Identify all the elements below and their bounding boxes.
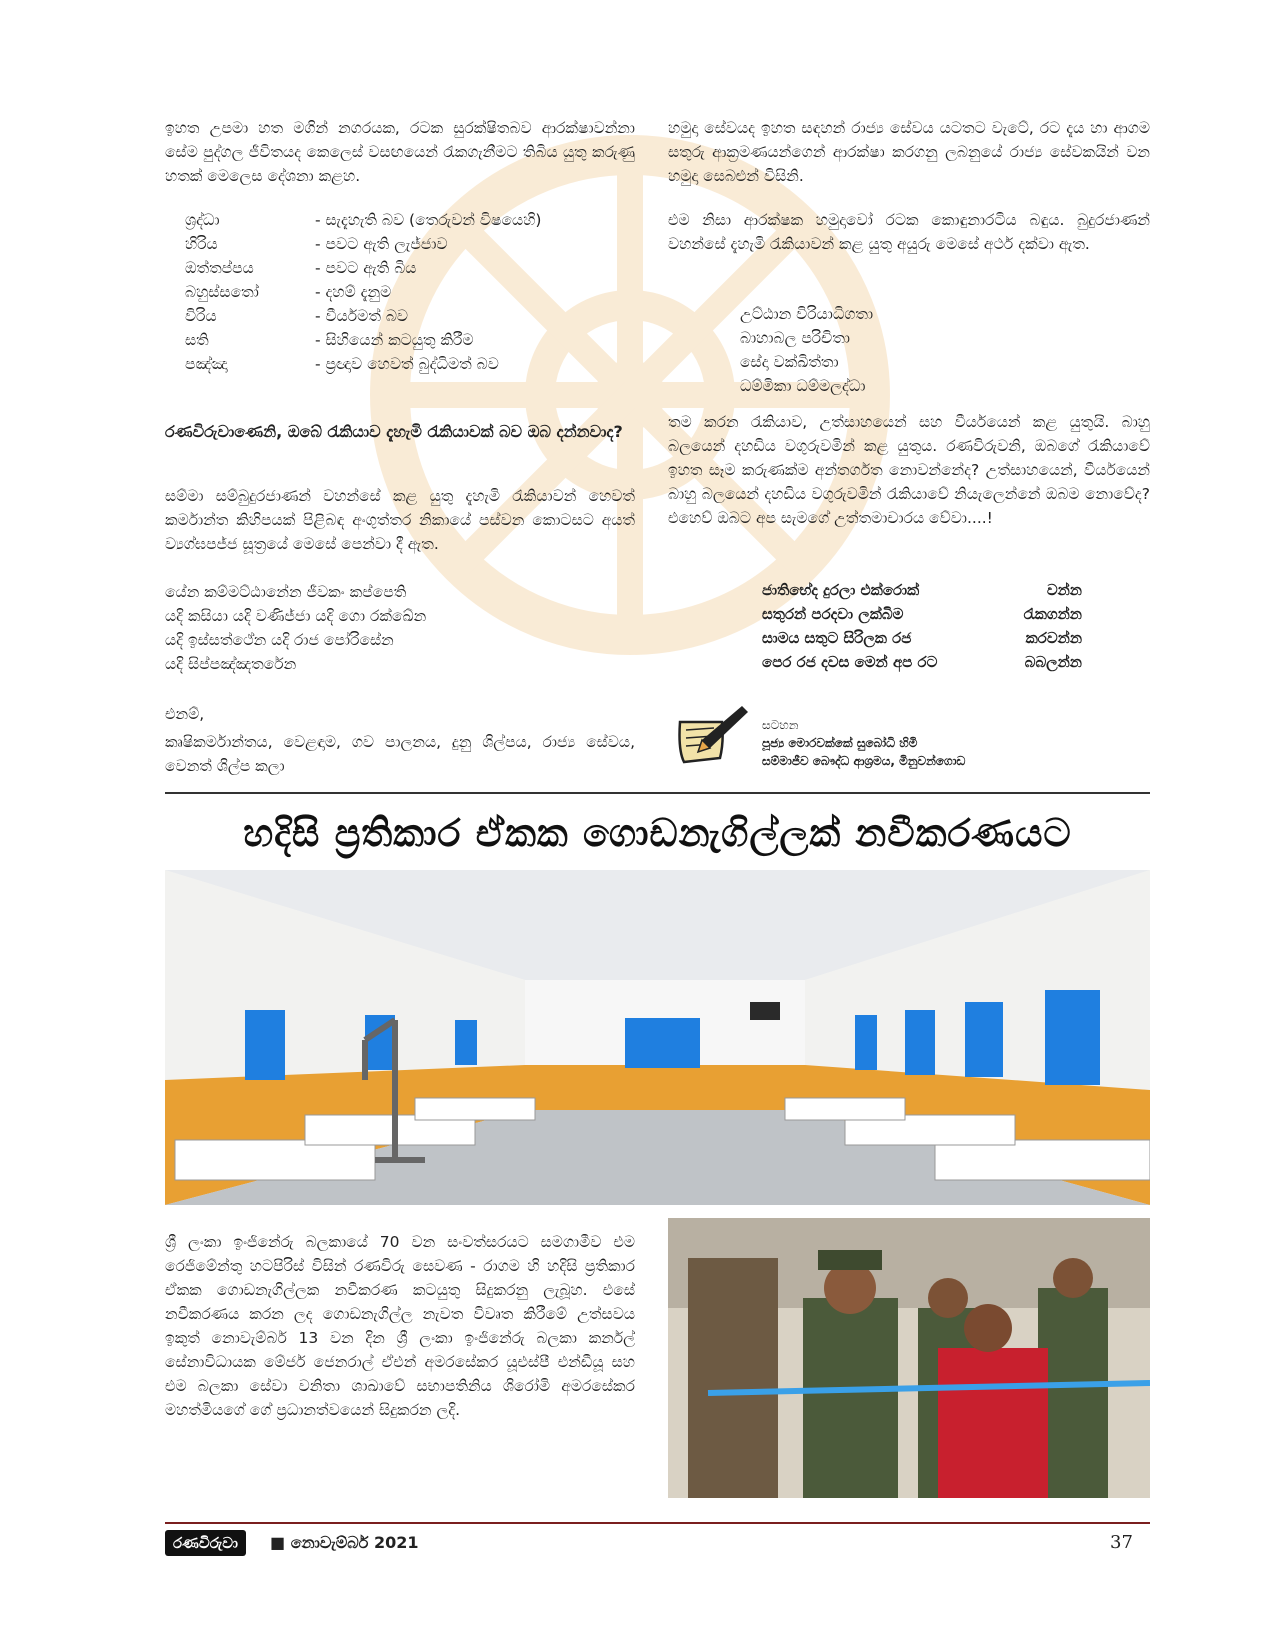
list-item [185,256,635,280]
author-note [762,716,965,770]
list-item [185,208,635,232]
poem-line-start: ජාතිභේද දුරලා එක්රොක් [762,581,920,599]
enam-label: එනම්, [165,705,205,723]
virtue-meaning: - පවට ඇති බිය [315,259,417,277]
pali-verse [165,580,635,676]
virtue-term: විරිය [185,307,217,325]
ribbon-cutting-photo [668,1218,1150,1498]
list-item [185,280,635,304]
virtue-meaning: - සිහියෙන් කටයුතු කිරීම [315,331,474,349]
poem-line [762,578,1082,602]
section-divider [165,792,1150,794]
list-item [185,352,635,376]
poem-stanza [762,578,1082,674]
list-item [185,328,635,352]
note-affiliation: සම්මාජීව බෞද්ධ ආශ්‍රමය, මිනුවන්ගොඩ [762,754,966,768]
virtue-meaning: - සැදැහැති බව (තෙරුවන් විෂයෙහි) [315,211,542,229]
virtue-term: හිරිය [185,235,218,253]
verse-line: යදි සිප්පඤ්ඤතරේන [165,655,297,673]
pen-paper-icon [672,700,752,770]
verse-line: ධම්මිකා ධම්මලද්ධා [740,377,866,395]
verse-line: සේදා වක්ඛිත්තා [740,353,839,371]
list-item [185,232,635,256]
article-body: ශ්‍රී ලංකා ඉංජිනේරු බලකායේ 70 වන සංවත්සරයට සමගාමීව එම රෙජිමේන්තු හටපිරිස් විසින් රණවිරු සෙවණ - රාගම හි හදිසි ප්‍රතිකාර ඒකක ගොඩනැගිල්ලක නවීකරණ කටයුතු සිදුකරනු ලැබූහ. එසේ නවීකරණය කරන ලද ගොඩනැගිල්ල නැවත විවෘත කිරීමේ උත්සවය ඉකුත් නොවැම්බර් 13 වන දින ශ්‍රී ලංකා ඉංජිනේරු බලකා කර්නල් සේනාවිධායක මේජර් ජෙනරාල් ඒඑන් අමරසේකර යූඑස්පී එන්ඩීයූ සහ එම බලකා සේවා වනිතා ශාඛාවේ සභාපතිනිය ශිරෝමි අමරසේකර මහත්මියගේ ගේ ප්‍රධානත්වයෙන් සිදුකරන ලදි. [165,1233,635,1419]
defence-paragraph: එම නිසා ආරක්ෂක හමුදාවෝ රටක කොඳුනාරටිය බඳුය. බුදුරජාණන් වහන්සේ දැහැමි රැකියාවන් කළ යුතු අයුරු මෙසේ අර්ථ දක්වා ඇත. [668,211,1150,253]
footer-rule [165,1522,1150,1524]
virtue-term: ඔත්තප්පය [185,259,254,277]
verse-line: යදි ඉස්සත්ථේන යදි රාජ පෝරිසේන [165,631,394,649]
note-label: සටහන [762,718,799,732]
virtue-meaning: - වීර්යමත් බව [315,307,409,325]
verse-line: යදි කසියා යදි වණිජ්ජා යදි ගො රක්ඛේන [165,607,427,625]
list-item [185,304,635,328]
verse-line: උට්ඨාන විරියාධිගතා [740,305,874,323]
magazine-logo: රණවිරුවා [165,1530,246,1556]
poem-line-end: වන්න [1046,581,1082,599]
hospital-ward-photo [165,870,1150,1205]
virtue-meaning: - දහම් දැනුම [315,283,392,301]
verse-line: යේන කම්මට්ඨානේන ජීවකං කප්පෙති [165,583,407,601]
virtue-term: සති [185,331,209,349]
virtue-term: බහුස්සතෝ [185,283,259,301]
article-headline: හදිසි ප්‍රතිකාර ඒකක ගොඩනැගිල්ලක් නවීකරණයට [243,811,1072,855]
virtue-term: පඤ්ඤා [185,355,228,373]
poem-line [762,626,1082,650]
poem-line [762,650,1082,674]
poem-line [762,602,1082,626]
salute-paragraph: තම කරන රැකියාව, උත්සාහයෙන් සහ වීර්යයෙන් කළ යුතුයි. බාහු බලයෙන් දහඩිය වගුරුවමින් කළ යුතුය. රණවිරුවනි, ඔබගේ රැකියාවේ ඉහත සෑම කරුණක්ම අන්තර්ගත නොවන්නේද? උත්සාහයෙන්, වීර්යයෙන් බාහු බලයෙන් දහඩිය වගුරුවමින් රැකියාවේ නියැලෙන්නේ ඔබම නොවේද? එහෙව් ඔබට අප සැමගේ උත්තමාචාරය වේවා....! [668,413,1150,527]
army-service-paragraph: හමුදා සේවයද ඉහත සඳහන් රාජ්‍ය සේවය යටතට වැටේ, රට දැය හා ආගම සතුරු ආක්‍රමණයන්ගෙන් ආරක්ෂා කරගනු ලබනුයේ රාජ්‍ය සේවකයින් වන හමුදා සෙබළුන් විසිනි. [668,119,1150,185]
issue-date: ■ නොවැම්බර් 2021 [270,1533,419,1552]
virtue-meaning: - ප්‍රඥාව හෙවත් බුද්ධිමත් බව [315,355,499,373]
virtues-list [185,208,635,376]
poem-line-end: කරවන්න [1025,629,1082,647]
poem-line-end: රැකගන්න [1023,605,1082,623]
poem-line-start: පෙර රජ දවස මෙන් අප රට [762,653,938,671]
page-number: 37 [1110,1532,1133,1553]
occupations-paragraph: කෘෂිකර්මාන්තය, වෙළඳාම, ගව පාලනය, දුනු ශිල්පය, රාජ්‍ය සේවය, වෙනත් ශිල්ප කලා [165,733,635,775]
sutra-paragraph: සම්මා සම්බුදුරජාණන් වහන්සේ කළ යුතු දැහැමි රැකියාවන් හෙවත් කර්මාන්ත කිහිපයක් පිළිබඳ අංගුත්තර නිකායේ පස්වන කොටසට අයත් ව්‍යග්ඝපජ්ජ සූත්‍රයේ මෙසේ පෙන්වා දී ඇත. [165,487,635,553]
section-subheading: රණවිරුවාණෙනි, ඔබේ රැකියාව දැහැමි රැකියාවක් බව ඔබ දන්නවාද? [165,422,623,441]
intro-paragraph: ඉහත උපමා හත මගින් නගරයක, රටක සුරක්ෂිතබව ආරක්ෂාවන්නා සේම පුද්ගල ජීවිතයද කෙලෙස් වසඟයෙන් රැකගැනීමට තිබිය යුතු කරුණු හතක් මෙලෙස දේශනා කළහ. [165,119,635,185]
pali-verse-right [740,302,873,398]
poem-line-end: බබලන්න [1024,653,1082,671]
note-author: පූජ්‍ය මොරවක්කේ සුබෝධි හිමි [762,736,918,750]
virtue-meaning: - පවට ඇති ලැජ්ජාව [315,235,448,253]
poem-line-start: සතුරන් පරදවා ලක්බිම [762,605,904,623]
virtue-term: ශ්‍රද්ධා [185,211,220,229]
verse-line: බාහාබල පරිචිතා [740,329,851,347]
poem-line-start: සාමය සතුට සිරිලක රජ [762,629,912,647]
